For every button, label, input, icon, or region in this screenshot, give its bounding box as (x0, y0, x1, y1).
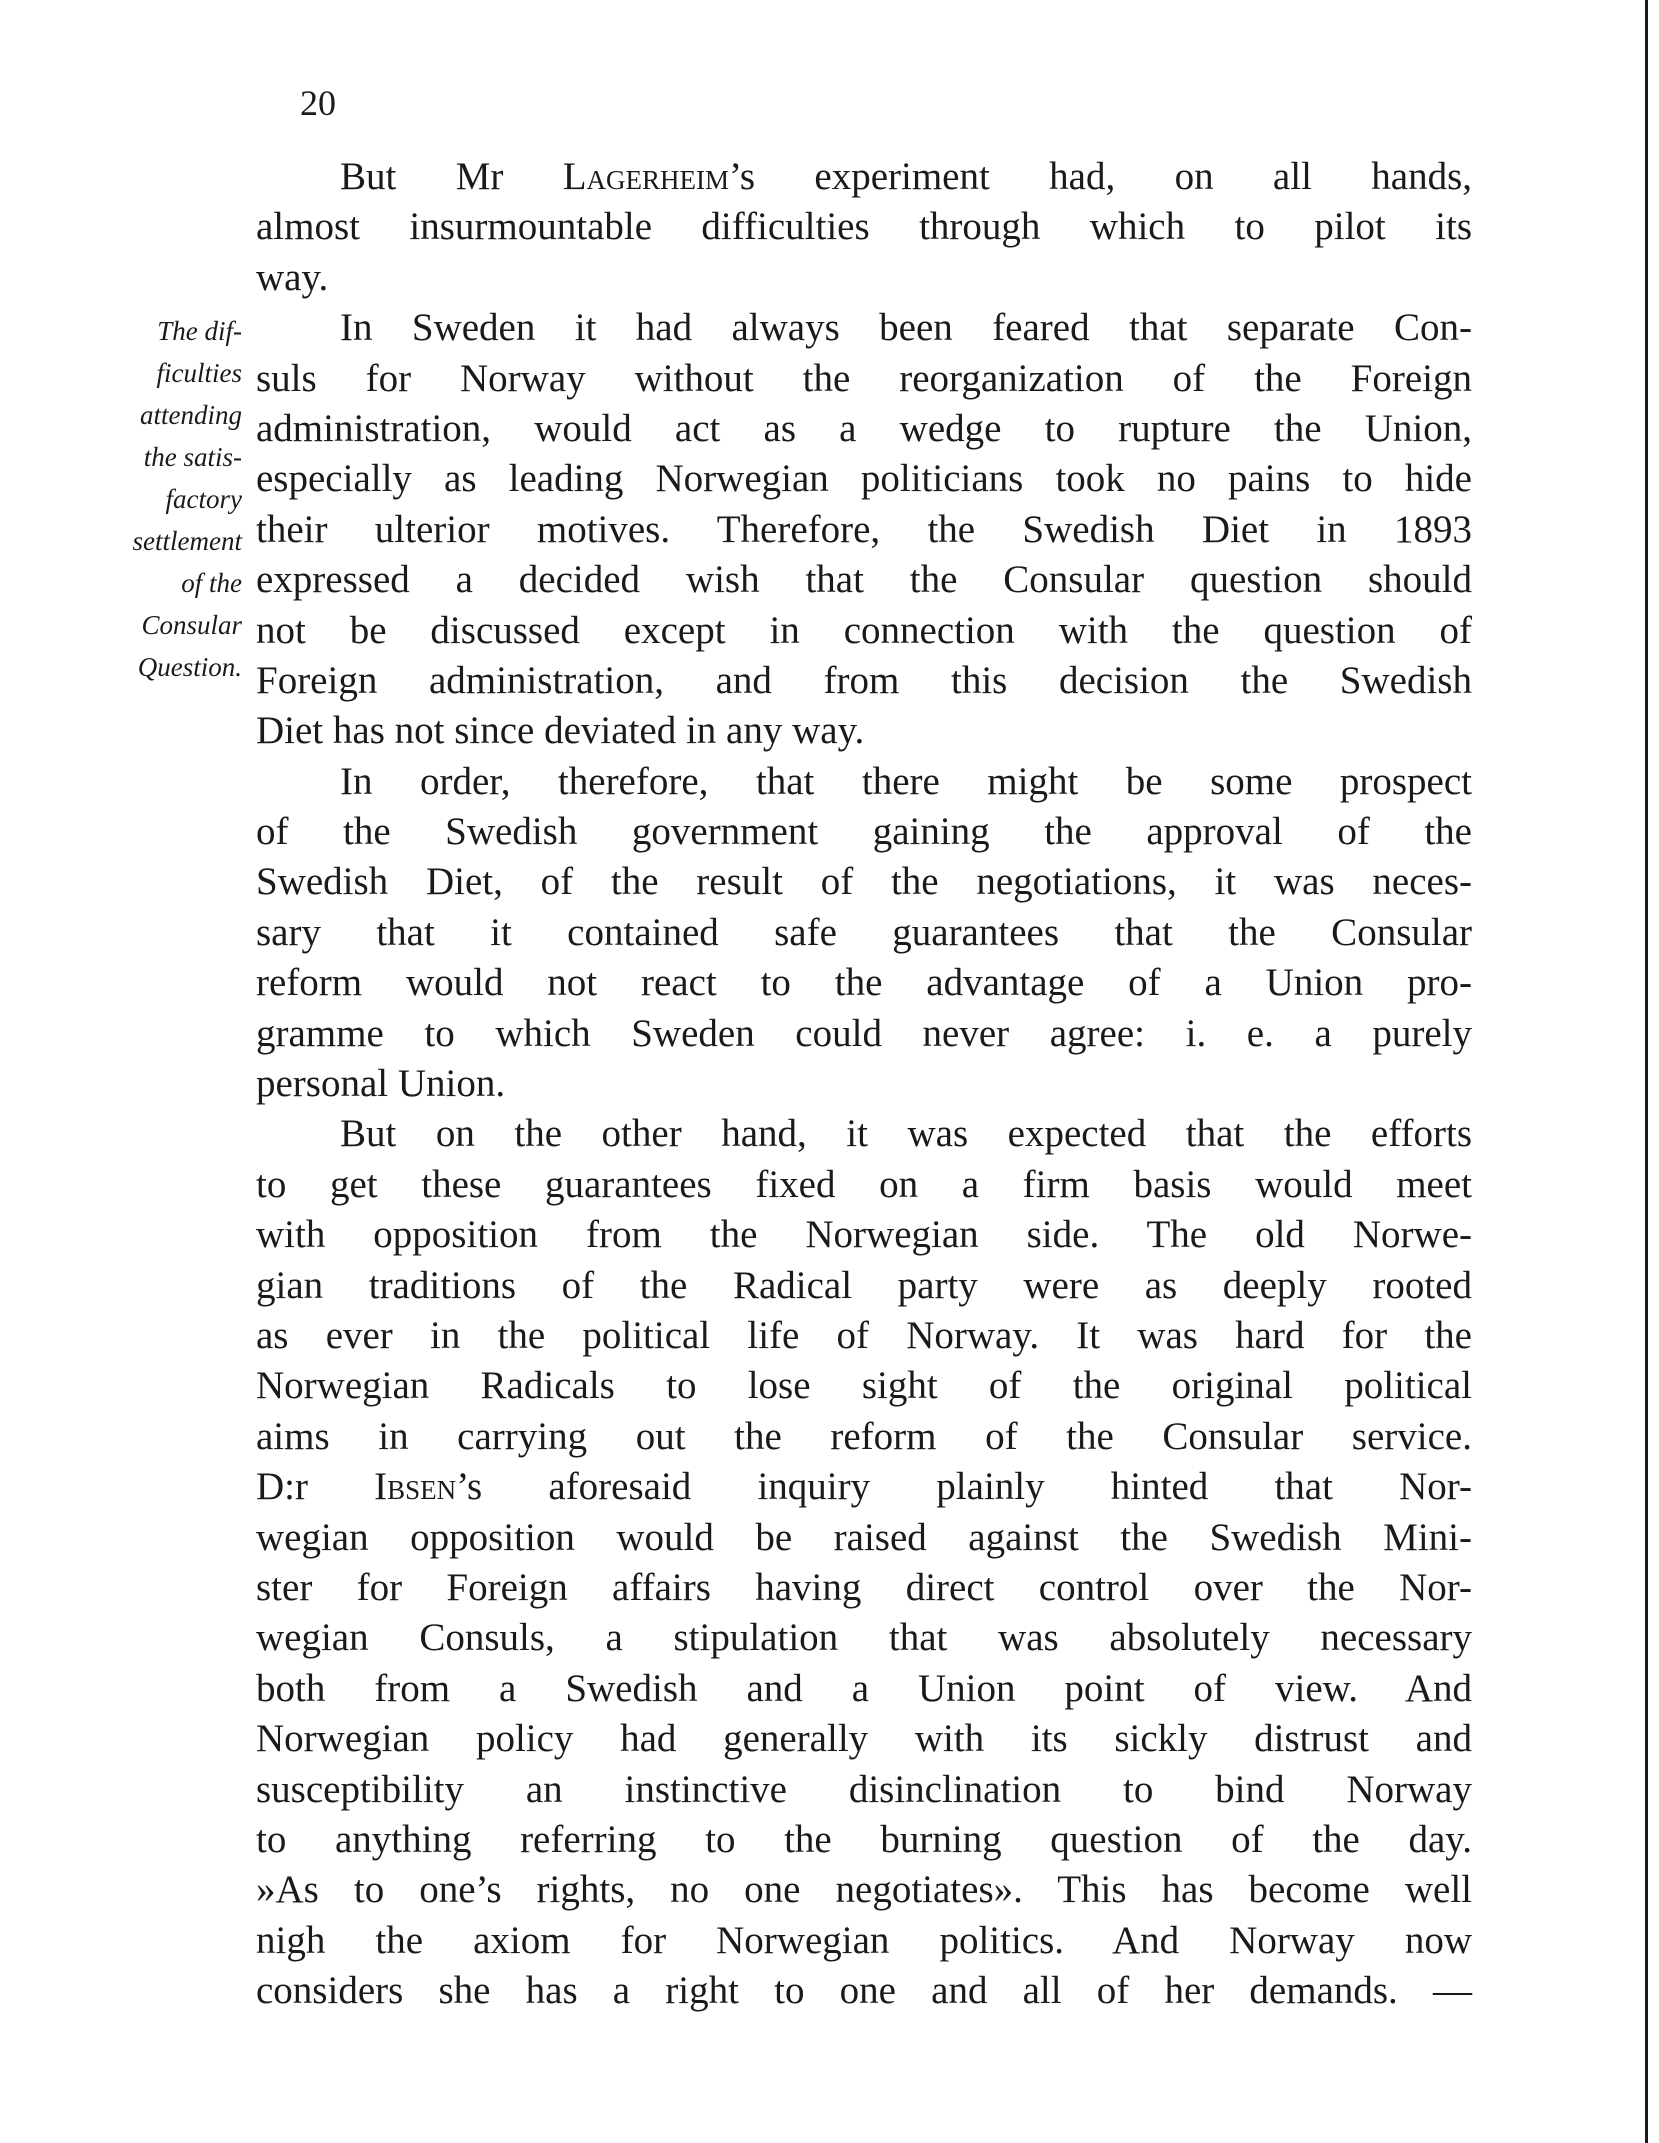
text-line (256, 908, 1472, 958)
text-line (256, 555, 1472, 605)
text-line (256, 656, 1472, 706)
text-line (256, 1664, 1472, 1714)
text-segment: both from a Swedish and a Union point of view. And (256, 1666, 1472, 1710)
text-line (256, 958, 1472, 1008)
text-segment: In order, therefore, that there might be some prospect (340, 759, 1472, 803)
text-line (256, 1311, 1472, 1361)
text-line (256, 1513, 1472, 1563)
text-segment: with opposition from the Norwegian side. The old Norwe- (256, 1213, 1472, 1257)
margin-note-line: The dif- (157, 316, 242, 346)
text-line (256, 1563, 1472, 1613)
text-segment: to get these guarantees fixed on a firm basis would meet (256, 1162, 1472, 1206)
text-line (256, 1714, 1472, 1764)
text-line (256, 404, 1472, 454)
margin-note-line: attending (140, 400, 242, 430)
text-segment: as ever in the political life of Norway. It was hard for the (256, 1313, 1472, 1357)
page-edge-line (1645, 0, 1648, 2143)
text-segment: D:r (256, 1465, 375, 1509)
text-segment: especially as leading Norwegian politicians took no pains to hide (256, 457, 1472, 501)
text-segment: wegian opposition would be raised against the Swedish Mini- (256, 1515, 1472, 1559)
text-line (256, 202, 1472, 252)
text-line (256, 354, 1472, 404)
text-line (256, 1009, 1472, 1059)
text-line (256, 1109, 1472, 1159)
body-text (256, 152, 1472, 2016)
text-segment: susceptibility an instinctive disinclination to bind Norway (256, 1767, 1472, 1811)
text-line (256, 1361, 1472, 1411)
margin-note-line: factory (165, 484, 242, 514)
text-segment: ster for Foreign affairs having direct control over the Nor- (256, 1565, 1472, 1609)
text-line (256, 1815, 1472, 1865)
text-line (256, 152, 1472, 202)
text-segment: gramme to which Sweden could never agree: i. e. a purely (256, 1011, 1472, 1055)
text-line (256, 1059, 1472, 1109)
text-segment: almost insurmountable difficulties through which to pilot its (256, 205, 1472, 249)
text-segment: sary that it contained safe guarantees that the Consular (256, 910, 1472, 954)
text-line (256, 253, 1472, 303)
text-segment: gian traditions of the Radical party were as deeply rooted (256, 1263, 1472, 1307)
text-segment: Foreign administration, and from this decision the Swedish (256, 658, 1472, 702)
text-line (256, 1765, 1472, 1815)
text-segment: »As to one’s rights, no one negotiates». This has become well (256, 1868, 1472, 1912)
text-line (256, 1966, 1472, 2016)
margin-note-line: ficulties (156, 358, 242, 388)
small-caps-name: Lagerheim (562, 155, 730, 198)
text-line (256, 1462, 1472, 1512)
text-segment: to anything referring to the burning question of the day. (256, 1817, 1472, 1861)
text-line (256, 1916, 1472, 1966)
text-segment: personal Union. (256, 1062, 506, 1106)
text-segment: suls for Norway without the reorganization of the Foreign (256, 356, 1472, 400)
text-segment: In Sweden it had always been feared that separate Con- (340, 306, 1472, 350)
text-segment: Swedish Diet, of the result of the negotiations, it was neces- (256, 860, 1472, 904)
text-line (256, 857, 1472, 907)
text-segment: their ulterior motives. Therefore, the Swedish Diet in 1893 (256, 507, 1472, 551)
text-segment: considers she has a right to one and all of her demands. — (256, 1969, 1472, 2013)
text-segment: But on the other hand, it was expected that the efforts (340, 1112, 1472, 1156)
text-segment: But Mr (340, 155, 563, 198)
text-line (256, 303, 1472, 353)
text-line (256, 606, 1472, 656)
text-line (256, 807, 1472, 857)
text-line (256, 454, 1472, 504)
text-segment: expressed a decided wish that the Consular question should (256, 558, 1472, 602)
text-segment: Diet has not since deviated in any way. (256, 709, 865, 753)
margin-note-line: Consular (141, 610, 242, 640)
text-segment: ’s experiment had, on all hands, (729, 155, 1472, 198)
margin-note (82, 310, 242, 688)
text-line (256, 1160, 1472, 1210)
text-segment: Norwegian Radicals to lose sight of the original political (256, 1364, 1472, 1408)
margin-note-line: the satis- (143, 442, 242, 472)
text-line (256, 706, 1472, 756)
text-line (256, 505, 1472, 555)
text-segment: wegian Consuls, a stipulation that was absolutely necessary (256, 1616, 1472, 1660)
text-segment: ’s aforesaid inquiry plainly hinted that Nor- (456, 1465, 1472, 1509)
margin-note-line: Question. (137, 652, 242, 682)
text-segment: nigh the axiom for Norwegian politics. And Norway now (256, 1918, 1472, 1962)
text-segment: administration, would act as a wedge to rupture the Union, (256, 406, 1472, 450)
text-line (256, 1865, 1472, 1915)
small-caps-name: Ibsen (374, 1465, 457, 1509)
text-segment: reform would not react to the advantage of a Union pro- (256, 961, 1472, 1005)
text-segment: aims in carrying out the reform of the Consular service. (256, 1414, 1472, 1458)
page-number: 20 (300, 83, 336, 123)
margin-note-line: of the (181, 568, 242, 598)
text-segment: way. (256, 255, 329, 299)
text-segment: Norwegian policy had generally with its sickly distrust and (256, 1717, 1472, 1761)
text-segment: of the Swedish government gaining the approval of the (256, 810, 1472, 854)
text-line (256, 757, 1472, 807)
text-line (256, 1613, 1472, 1663)
text-line (256, 1412, 1472, 1462)
text-line (256, 1210, 1472, 1260)
margin-note-line: settlement (132, 526, 242, 556)
text-line (256, 1261, 1472, 1311)
text-segment: not be discussed except in connection with the question of (256, 608, 1472, 652)
